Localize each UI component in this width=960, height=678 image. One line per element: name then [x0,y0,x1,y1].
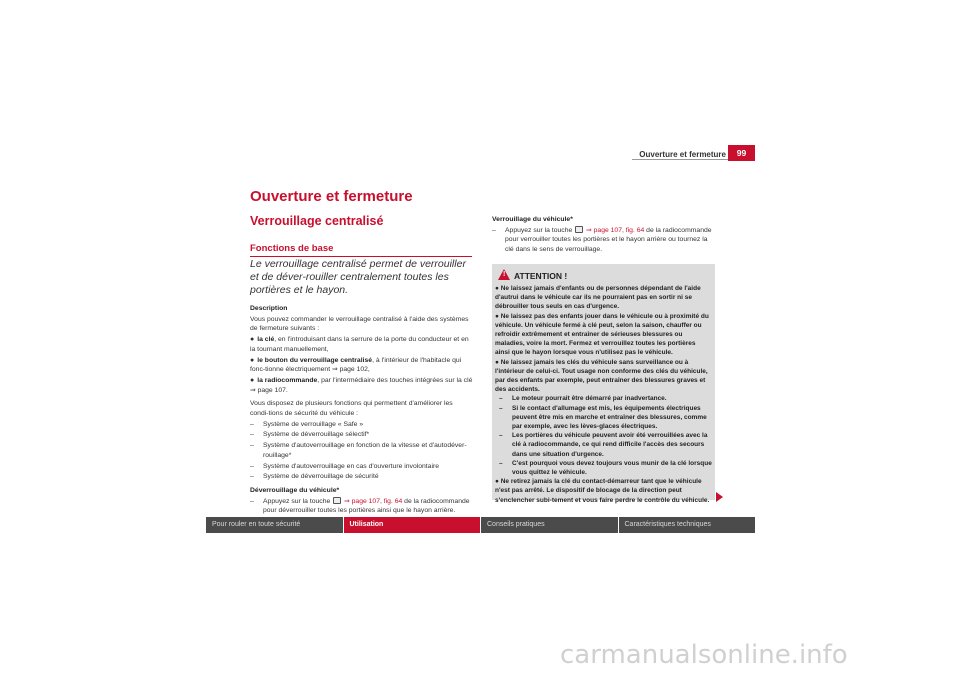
warning-subitem: – Si le contact d'allumage est mis, les équipements électriques peuvent être mis en marche et entraîner des blessures, comme par exemple, avec les lèves-glaces électriques. [499,404,712,432]
list-item: ● le bouton du verrouillage centralisé, à l'intérieur de l'habitacle qui fonc-tionne électriquement ⇒ page 102, [250,356,462,374]
list-item: ● la radiocommande, par l'intermédiaire des touches intégrées sur la clé ⇒ page 107. [250,376,473,394]
tab-technical-specs[interactable]: Caractéristiques techniques [619,517,756,533]
warning-item: ● Ne laissez jamais d'enfants ou de personnes dépendant de l'aide d'autrui dans le véhicule car ils ne pourraient pas en sortir ni se débrouiller tous seuls en cas d'urgence. [495,285,701,311]
lock-key-icon [575,226,583,233]
lock-heading: Verrouillage du véhicule* [492,216,573,223]
unlock-key-icon [333,497,341,504]
tab-operation[interactable]: Utilisation [344,517,482,533]
warning-subitem: – Les portières du véhicule peuvent avoir été verrouillées avec la clé à radiocommande, ce qui rend difficile l'accès des secours dans une situation d'urgence. [499,431,712,459]
list-item: – Système d'autoverrouillage en cas d'ouverture involontaire [250,462,473,472]
bullet-icon: ● [250,376,255,384]
footer-nav [206,517,755,533]
bullet-icon: ● [250,336,255,344]
list-item: – Système de verrouillage « Safe » [250,420,473,430]
functions-intro: Vous disposez de plusieurs fonctions qui permettent d'améliorer les condi-tions de sécurité du véhicule : [250,400,453,418]
bullet-icon: ● [495,312,501,320]
running-header: Ouverture et fermeture [639,150,726,159]
continue-arrow-icon [716,492,723,502]
page-reference-link[interactable]: ⇒ page 107, fig. 64 [344,497,403,505]
tab-practical-tips[interactable]: Conseils pratiques [481,517,619,533]
left-column [250,258,473,517]
page-reference-link[interactable]: ⇒ page 107, fig. 64 [586,226,645,234]
intro-text: Le verrouillage centralisé permet de verrouiller et de déver-rouiller centralement toutes les portières et le hayon. [250,258,466,296]
bullet-icon: ● [495,285,501,292]
bullet-icon: ● [495,478,501,486]
warning-item: ● Ne laissez pas des enfants jouer dans le véhicule ou à proximité du véhicule. Un véhicule fermé à clé peut, selon la saison, chauffer ou refroidir extrêmement et entraîner de sérieuses blessures ou maladies, voire la mort. Fermez et verrouillez toutes les portières ainsi que le hayon lorsque vous n'utilisez pas le véhicule. [495,312,709,357]
bullet-icon: ● [250,356,255,364]
lock-step: – Appuyez sur la touche ⇒ page 107, fig. 64 de la radiocommande pour verrouiller toutes les portières et le hayon arrière ou tournez la clé dans le sens de verrouillage. [492,226,715,255]
chapter-title: Ouverture et fermeture [250,188,413,205]
warning-item: ● Ne retirez jamais la clé du contact-démarreur tant que le véhicule n'est pas arrêté. Le dispositif de blocage de la direction peut s'enclencher subi-tement et vous faire perdre le contrôle du véhicule. [495,478,710,504]
subsection-title: Fonctions de base [250,243,472,257]
unlock-heading: Déverrouillage du véhicule* [250,486,340,494]
unlock-step: – Appuyez sur la touche ⇒ page 107, fig. 64 de la radiocommande pour déverrouiller toutes les portières ainsi que le hayon arrière. [250,497,473,516]
watermark: carmanualsonline.info [560,640,848,670]
list-item: – Système d'autoverrouillage en fonction de la vitesse et d'autodéver-rouillage* [250,441,473,460]
page-number: 99 [728,145,755,161]
list-item: – Système de déverrouillage de sécurité [250,472,473,482]
list-item: ● la clé, en l'introduisant dans la serrure de la porte du conducteur et en la tournant manuellement, [250,336,469,353]
description-heading: Description [250,305,288,312]
list-item: – Système de déverrouillage sélectif* [250,430,473,440]
right-column [492,215,715,256]
warning-item: ● Ne laissez jamais les clés du véhicule sans surveillance ou à l'intérieur de celui-ci. Tout usage non conforme des clés du véhicule, par des enfants par exemple, peut entraîner des blessures graves et des accidents. [495,358,708,394]
section-title: Verrouillage centralisé [250,214,384,228]
header-rule [632,159,728,160]
warning-icon: ! [498,269,510,280]
warning-subitem: – C'est pourquoi vous devez toujours vous munir de la clé lorsque vous quittez le véhicule. [499,459,712,477]
description-text: Vous pouvez commander le verrouillage centralisé à l'aide des systèmes de fermeture suivants : [250,315,469,333]
warning-title: ATTENTION ! [514,271,568,281]
warning-box [492,264,715,504]
tab-safety[interactable]: Pour rouler en toute sécurité [206,517,344,533]
bullet-icon: ● [495,358,501,366]
warning-subitem: – Le moteur pourrait être démarré par inadvertance. [499,394,712,403]
